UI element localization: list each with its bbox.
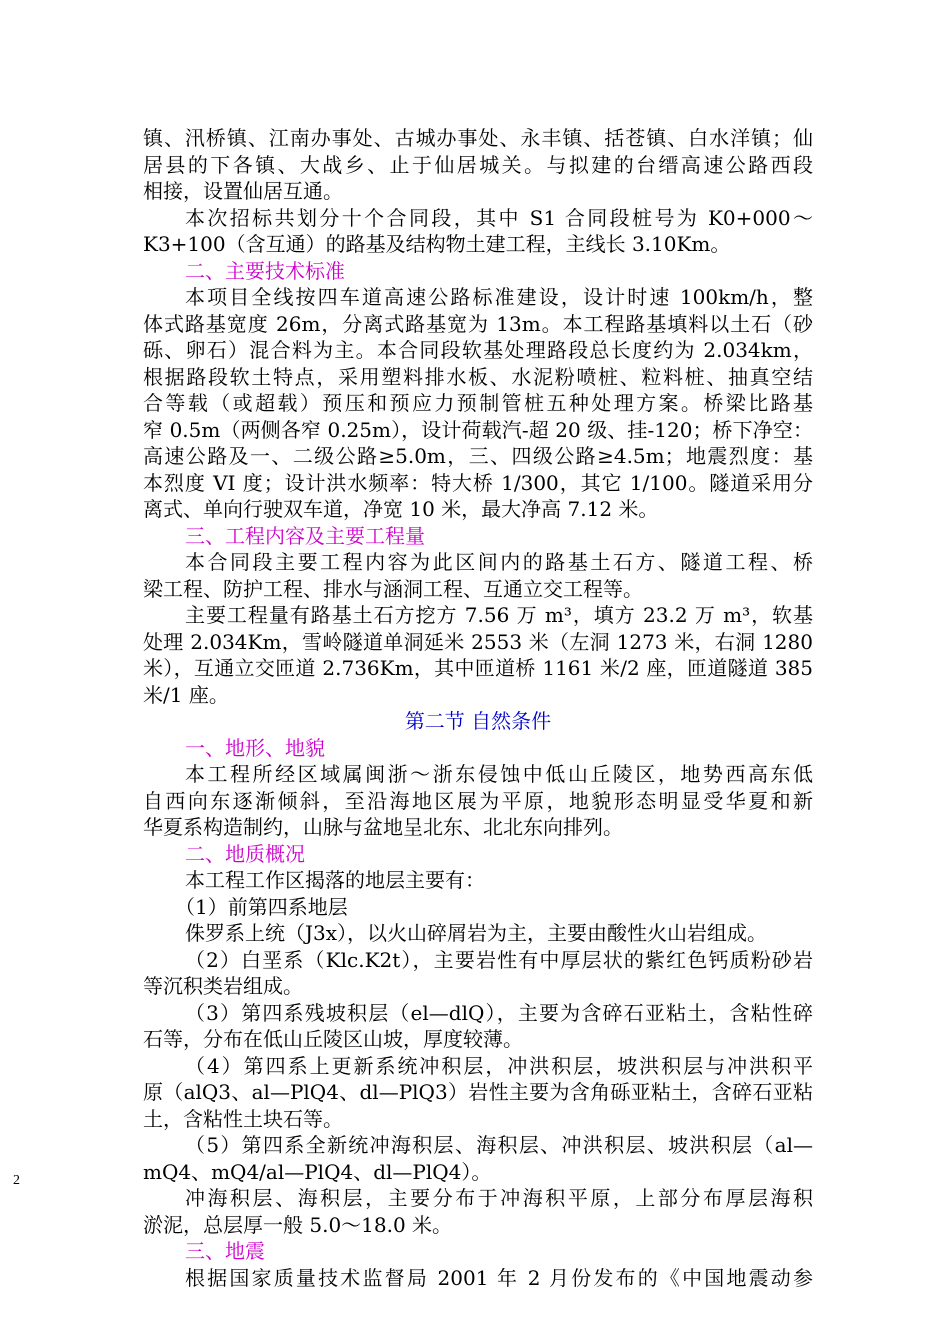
paragraph-line: 相接，设置仙居互通。: [143, 179, 343, 203]
paragraph-line: 根据路段软土特点，采用塑料排水板、水泥粉喷桩、粒料桩、抽真空结: [143, 364, 813, 389]
section-title: 第二节 自然条件: [404, 709, 552, 733]
paragraph-line: 砾、卵石）混合料为主。本合同段软基处理路段总长度约为 2.034km，: [143, 338, 813, 362]
paragraph-first-line: 冲海积层、海积层，主要分布于冲海积平原，上部分布厚层海积: [185, 1186, 813, 1210]
paragraph-first-line: 本工程所经区域属闽浙～浙东侵蚀中低山丘陵区，地势西高东低: [185, 762, 813, 786]
paragraph-line: 等沉积类岩组成。: [143, 974, 303, 998]
paragraph-line: 自西向东逐渐倾斜，至沿海地区展为平原，地貌形态明显受华夏和新: [143, 788, 813, 813]
paragraph-line: 体式路基宽度 26m，分离式路基宽为 13m。本工程路基填料以土石（砂: [143, 311, 813, 336]
paragraph-first-line: 本次招标共划分十个合同段，其中 S1 合同段桩号为 K0+000～: [185, 205, 813, 230]
paragraph-line: 本烈度 VI 度；设计洪水频率：特大桥 1/300，其它 1/100。隧道采用分: [143, 470, 813, 495]
subsection-heading: 二、主要技术标准: [185, 258, 345, 283]
paragraph-first-line: （4）第四系上更新系统冲积层，冲洪积层，坡洪积层与冲洪积平: [185, 1053, 813, 1078]
paragraph-line: 镇、汛桥镇、江南办事处、古城办事处、永丰镇、括苍镇、白水洋镇；仙: [143, 126, 813, 150]
paragraph-line: 石等，分布在低山丘陵区山坡，厚度较薄。: [143, 1027, 523, 1051]
page-number: 2: [13, 1173, 20, 1188]
subsection-heading: 二、地质概况: [185, 841, 305, 866]
paragraph-line: 米/1 座。: [143, 682, 229, 707]
paragraph-first-line: 侏罗系上统（J3x），以火山碎屑岩为主，主要由酸性火山岩组成。: [185, 921, 768, 945]
paragraph-first-line: 本工程工作区揭落的地层主要有：: [185, 868, 485, 892]
paragraph-line: 土，含粘性土块石等。: [143, 1106, 343, 1131]
paragraph-line: 窄 0.5m（两侧各窄 0.25m），设计荷载汽-超 20 级、挂-120；桥下净空：: [143, 417, 813, 442]
paragraph-first-line: 根据国家质量技术监督局 2001 年 2 月份发布的《中国地震动参: [185, 1265, 813, 1290]
paragraph-line: K3+100（含互通）的路基及结构物土建工程，主线长 3.10Km。: [143, 232, 731, 256]
paragraph-line: 淤泥，总层厚一般 5.0～18.0 米。: [143, 1212, 453, 1237]
paragraph-line: 处理 2.034Km，雪岭隧道单洞延米 2553 米（左洞 1273 米，右洞 1280: [143, 629, 813, 654]
paragraph-first-line: （3）第四系残坡积层（el—dlQ），主要为含碎石亚粘土，含粘性碎: [185, 1000, 813, 1025]
paragraph-line: 华夏系构造制约，山脉与盆地呈北东、北北东向排列。: [143, 815, 623, 839]
subsection-heading: 三、工程内容及主要工程量: [185, 523, 425, 548]
paragraph-first-line: （2）白垩系（Klc.K2t），主要岩性有中厚层状的紫红色钙质粉砂岩: [185, 947, 813, 972]
paragraph-line: mQ4、mQ4/al—PlQ4、dl—PlQ4）。: [143, 1159, 492, 1184]
paragraph-line: 居县的下各镇、大战乡、止于仙居城关。与拟建的台缙高速公路西段: [143, 152, 813, 177]
paragraph-first-line: 本合同段主要工程内容为此区间内的路基土石方、隧道工程、桥: [185, 550, 813, 574]
list-item-heading: （1）前第四系地层: [175, 894, 348, 919]
subsection-heading: 三、地震: [185, 1239, 265, 1263]
paragraph-line: 合等载（或超载）预压和预应力预制管桩五种处理方案。桥梁比路基: [143, 391, 813, 415]
paragraph-line: 米），互通立交匝道 2.736Km，其中匝道桥 1161 米/2 座，匝道隧道 385: [143, 656, 813, 680]
document-body: [143, 125, 813, 1291]
paragraph-line: 原（alQ3、al—PlQ4、dl—PlQ3）岩性主要为含角砾亚粘土，含碎石亚粘: [143, 1080, 813, 1104]
subsection-heading: 一、地形、地貌: [185, 735, 325, 760]
paragraph-first-line: （5）第四系全新统冲海积层、海积层、冲洪积层、坡洪积层（al—: [185, 1133, 813, 1157]
paragraph-line: 梁工程、防护工程、排水与涵洞工程、互通立交工程等。: [143, 576, 643, 601]
paragraph-first-line: 主要工程量有路基土石方挖方 7.56 万 m³，填方 23.2 万 m³，软基: [185, 603, 813, 627]
paragraph-first-line: 本项目全线按四车道高速公路标准建设，设计时速 100km/h，整: [185, 285, 813, 309]
paragraph-line: 离式、单向行驶双车道，净宽 10 米，最大净高 7.12 米。: [143, 497, 659, 521]
paragraph-line: 高速公路及一、二级公路≥5.0m，三、四级公路≥4.5m；地震烈度：基: [143, 444, 813, 468]
